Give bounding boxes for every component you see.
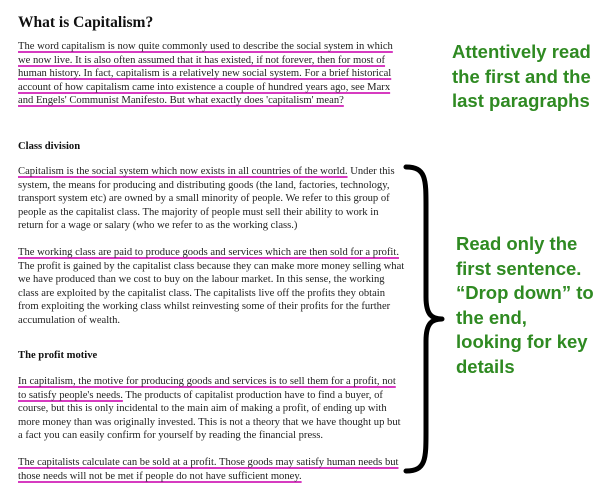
- curly-brace-icon: [402, 163, 446, 475]
- paragraph-rest: Under this system, the means for producing and distributing goods (the land, factories, technology, transport system etc) are owned by a small minority of people. We refer to this group of people as the capitalist class. The majority of people must sell their ability to work in return for a wage or salary (who we refer to as the working class.): [18, 166, 395, 232]
- annotation-middle: Read only the first sentence. “Drop down” to the end, looking for key details: [456, 233, 594, 377]
- annotation-first-last: Attentively read the first and the last paragraphs: [452, 41, 591, 111]
- intro-paragraph: [18, 40, 406, 108]
- intro-text: The word capitalism is now quite commonly used to describe the social system in which we now live. It is also often assumed that it has existed, if not forever, then for most of human history. In fact, capitalism is a relatively new social system. For a brief historical account of how capitalism came into existence a couple of hundred years ago, see Marx and Engels' Communist Manifesto. But what exactly does 'capitalism' mean?: [18, 41, 393, 107]
- closing-text: The capitalists calculate can be sold at a profit. Those goods may satisfy human needs but those needs will not be met if people do not have sufficient money.: [18, 457, 399, 482]
- closing-paragraph: [18, 456, 406, 483]
- paragraph-rest: The profit is gained by the capitalist class because they can make more money selling what we have produced than we cost to buy on the labour market. In this sense, the working class are exploited by the capitalist class. The capitalists live off the profits they obtain from exploiting the working class whilst reinvesting some of their profits for the further accumulation of wealth.: [18, 260, 405, 326]
- first-sentence: Capitalism is the social system which now exists in all countries of the world.: [18, 166, 348, 177]
- profit-motive-paragraph: [18, 375, 406, 443]
- article-title: What is Capitalism?: [18, 14, 154, 31]
- first-sentence: The working class are paid to produce goods and services which are then sold for a profit.: [18, 247, 399, 258]
- section-heading-class-division: Class division: [18, 141, 81, 152]
- section-heading-profit-motive: The profit motive: [18, 350, 98, 361]
- paragraph-rest: The products of capitalist production have to find a buyer, of course, but this is only incidental to the main aim of making a profit, of ending up with more money than was originally invested. This is not a theory that we have thought up but a fact you can easily confirm for yourself by reading the financial press.: [18, 389, 401, 442]
- class-division-paragraph-2: [18, 246, 406, 328]
- class-division-paragraph-1: [18, 165, 406, 233]
- first-sentence: In capitalism, the motive for producing goods and services is to sell them for a profit, not to satisfy people's needs.: [18, 376, 396, 401]
